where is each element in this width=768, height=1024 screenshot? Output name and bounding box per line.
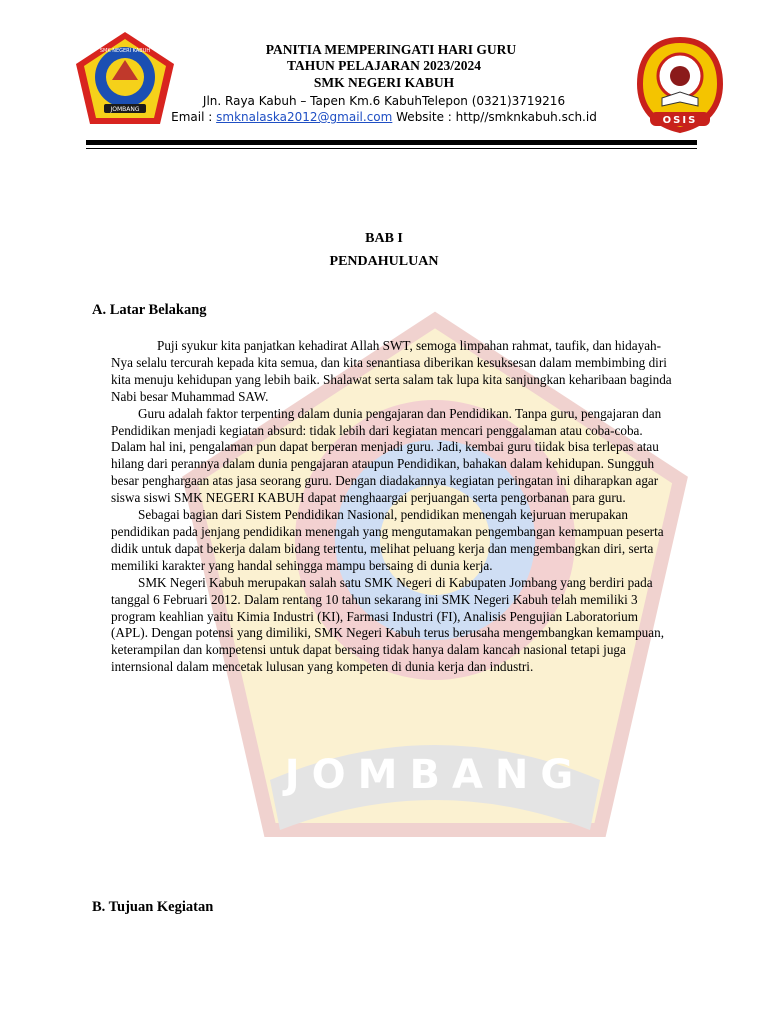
section-heading-tujuan-kegiatan: B. Tujuan Kegiatan — [92, 899, 214, 915]
left-logo-banner: JOMBANG — [110, 106, 140, 113]
letterhead-academic-year: TAHUN PELAJARAN 2023/2024 — [286, 58, 481, 73]
left-logo-ring-text: SMK NEGERI KABUH — [99, 48, 151, 54]
email-link[interactable]: smknalaska2012@gmail.com — [216, 110, 393, 124]
letterhead-school-name: SMK NEGERI KABUH — [313, 75, 455, 90]
section-heading-latar-belakang: A. Latar Belakang — [92, 302, 207, 318]
email-label: Email : — [171, 110, 217, 124]
letterhead-organizer: PANITIA MEMPERINGATI HARI GURU — [265, 42, 517, 57]
letterhead-contact — [0, 110, 768, 124]
letterhead-divider-thin — [86, 148, 697, 149]
paragraph-1: Puji syukur kita panjatkan kehadirat Allah SWT, semoga limpahan rahmat, taufik, dan hidayah-Nya selalu tercurah kepada kita semua, dan kita senantiasa diberikan kesuksesan dalam membimbing diri kita menuju kehidupan yang lebih baik. Shalawat serta salam tak lupa kita sanjungkan keharibaan baginda Nabi besar Muhammad SAW. — [111, 338, 672, 404]
osis-logo-banner: OSIS — [662, 115, 698, 126]
website-url: http//smknkabuh.sch.id — [455, 110, 597, 124]
paragraph-2: Guru adalah faktor terpenting dalam dunia pengajaran dan Pendidikan. Tanpa guru, pengajaran dan Pendidikan menjadi kegiatan absurd: tidak lebih dari kegiatan mencari penggalaman atau coba-coba. Dalam hal ini, pengalaman pun dapat berperan menjadi guru. Jadi, kembai guru tiidak bisa terlepas atau hilang dari perannya dalam dunia pengajaran ataupun Pendidikan, bahakan dalam kehidupan. Sungguh besar penghargaan atas jasa seorang guru. Dengan diadakannya kegiatan peringatan ini diharapkan agar siswa siswi SMK NEGERI KABUH dapat menghaargai perjuangan serta pengorbanan para guru. — [111, 405, 662, 506]
chapter-title: PENDAHULUAN — [329, 254, 439, 269]
letterhead-address: Jln. Raya Kabuh – Tapen Km.6 KabuhTelepon (0321)3719216 — [202, 94, 566, 108]
paragraph-4: SMK Negeri Kabuh merupakan salah satu SMK Negeri di Kabupaten Jombang yang berdiri pada tanggal 6 Februari 2012. Dalam rentang 10 tahun sekarang ini SMK Negeri Kabuh telah memiliki 3 program keahlian yaitu Kimia Industri (KI), Farmasi Industri (FI), Analisis Pengujian Laboratorium (APL). Dengan potensi yang dimiliki, SMK Negeri Kabuh terus berusaha mengembangkan kemampuan, keterampilan dan kompetensi untuk dapat bersaing tidak hanya dalam kancah nasional tetapi juga internsional dalam mencetak lulusan yang kompeten di dunia kerja dan industri. — [111, 574, 665, 675]
chapter-number: BAB I — [365, 231, 403, 246]
paragraph-3: Sebagai bagian dari Sistem Pendidikan Nasional, pendidikan menengah kejuruan merupakan pendidikan pada jenjang pendidikan menengah yang mengutamakan pengembangan kemampuan peserta didik untuk dapat bekerja dalam bidang tertentu, melihat peluang kerja dan mengembangkan diri, serta memiliki karakter yang handal sehingga mampu bersaing di dunia kerja. — [111, 507, 664, 573]
letterhead-divider-thick — [86, 140, 697, 145]
background-body — [111, 338, 676, 676]
website-label: Website : — [392, 110, 456, 124]
watermark-banner-text: JOMBANG — [284, 752, 586, 798]
